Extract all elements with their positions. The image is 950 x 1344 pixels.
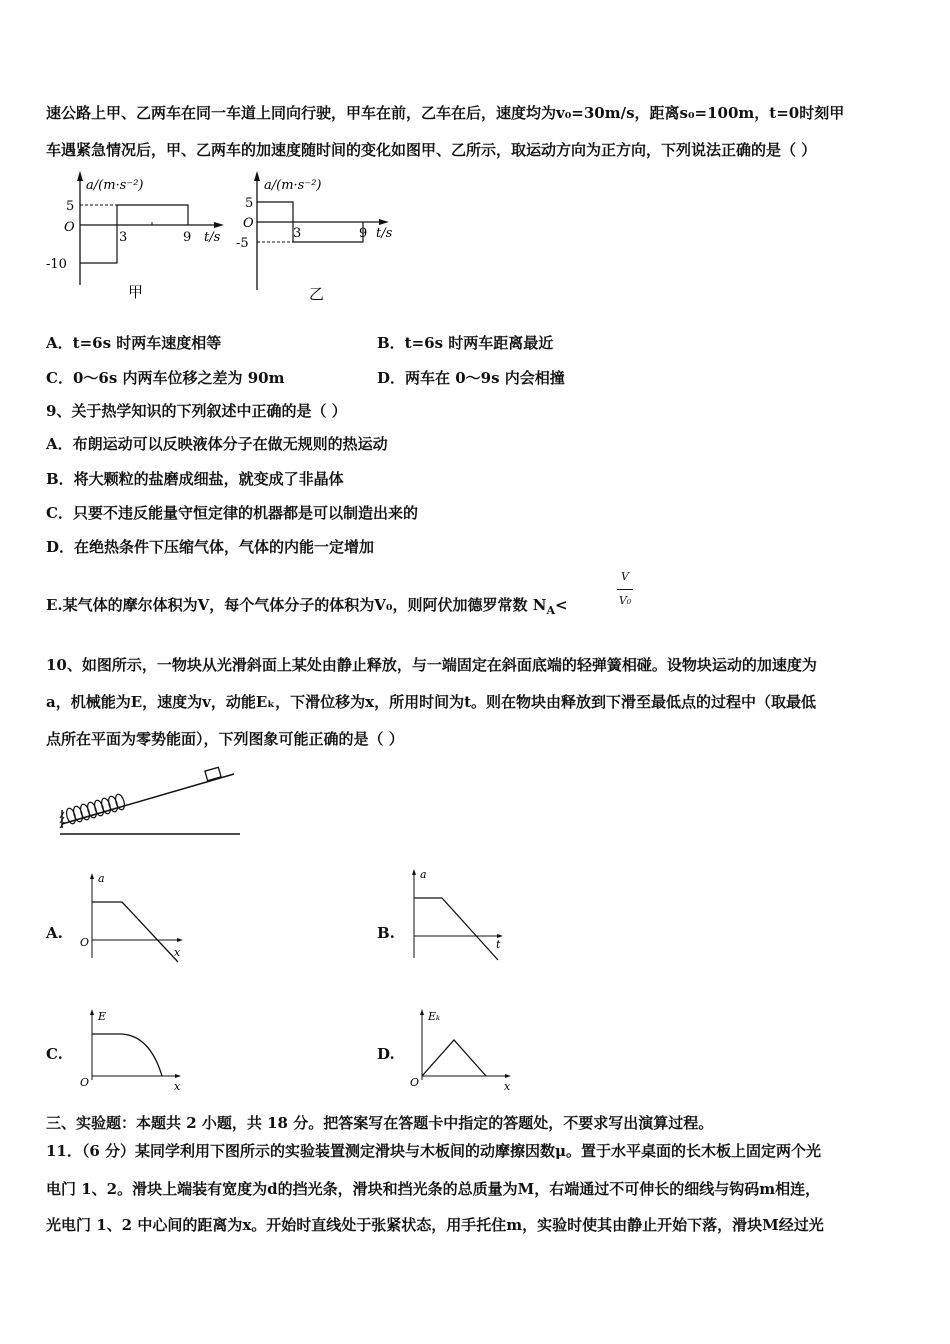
section-3-heading: 三、实验题：本题共 2 小题，共 18 分。把答案写在答题卡中指定的答题处，不要求写出演算过程。	[46, 1114, 714, 1132]
q10-option-d: D.	[377, 1045, 395, 1063]
q8-line-2: 车遇紧急情况后，甲、乙两车的加速度随时间的变化如图甲、乙所示，取运动方向为正方向，下列说法正确的是（ ）	[46, 141, 817, 159]
graph-d-xlabel: x	[504, 1080, 511, 1093]
yi-xlabel: t/s	[376, 226, 393, 241]
q9-frac-bar	[617, 589, 633, 590]
graph-b-ylabel: a	[420, 868, 427, 881]
q9-frac-numerator: V	[621, 570, 629, 583]
jia-origin: O	[64, 220, 75, 235]
q9-option-b: B．将大颗粒的盐磨成细盐，就变成了非晶体	[46, 470, 344, 488]
graph-b-xlabel: t	[496, 938, 501, 951]
yi-yneg: -5	[236, 236, 249, 251]
q9-stem: 9、关于热学知识的下列叙述中正确的是（ ）	[46, 402, 347, 420]
q9-option-c: C．只要不违反能量守恒定律的机器都是可以制造出来的	[46, 504, 418, 522]
q10-line-3: 点所在平面为零势能面），下列图象可能正确的是（ ）	[46, 730, 404, 748]
q9-option-a: A．布朗运动可以反映液体分子在做无规则的热运动	[46, 435, 388, 453]
figure-jia	[40, 175, 221, 305]
q9-option-d: D．在绝热条件下压缩气体，气体的内能一定增加	[46, 538, 375, 556]
graph-a-xlabel: x	[174, 946, 181, 959]
q8-option-d: D．两车在 0～9s 内会相撞	[377, 369, 565, 387]
graph-d-origin: O	[410, 1076, 420, 1089]
q10-option-a: A.	[46, 924, 63, 942]
q10-line-2: a，机械能为E，速度为v，动能Eₖ，下滑位移为x，所用时间为t。则在物块由释放到下滑至最低点的过程中（取最低	[46, 693, 817, 711]
jia-ylabel: a/(m·s⁻²)	[86, 178, 144, 193]
q8-option-c: C．0～6s 内两车位移之差为 90m	[46, 369, 285, 387]
q11-line-2: 电门 1、2。滑块上端装有宽度为d的挡光条，滑块和挡光条的总质量为M，右端通过不可伸长的细线与钩码m相连，	[46, 1180, 821, 1198]
q9-option-e-text: E.某气体的摩尔体积为V，每个气体分子的体积为V₀，则阿伏加德罗常数 N	[46, 596, 547, 614]
q8-option-b: B．t=6s 时两车距离最近	[377, 334, 554, 352]
q8-line-1: 速公路上甲、乙两车在同一车道上同向行驶，甲车在前，乙车在后，速度均为v₀=30m/s，距离s₀=100m，t=0时刻甲	[46, 104, 845, 122]
jia-yneg: -10	[46, 257, 67, 272]
q10-line-1: 10、如图所示，一物块从光滑斜面上某处由静止释放，与一端固定在斜面底端的轻弹簧相碰。设物块运动的加速度为	[46, 656, 817, 674]
q8-option-a: A．t=6s 时两车速度相等	[46, 334, 222, 352]
graph-c-xlabel: x	[174, 1080, 181, 1093]
jia-caption: 甲	[128, 283, 144, 301]
graph-a-origin: O	[80, 936, 90, 949]
graph-c-origin: O	[80, 1076, 90, 1089]
incline-spring-figure	[56, 762, 256, 852]
yi-ylabel: a/(m·s⁻²)	[264, 178, 322, 193]
q9-frac-denominator: V₀	[618, 594, 632, 607]
yi-origin: O	[243, 216, 254, 231]
graph-d-ylabel: Eₖ	[428, 1010, 441, 1023]
yi-x2: 9	[359, 226, 368, 241]
graph-d	[408, 1008, 518, 1093]
yi-caption: 乙	[309, 285, 325, 303]
q11-line-1: 11．（6 分）某同学利用下图所示的实验装置测定滑块与木板间的动摩擦因数μ。置于水平桌面的长木板上固定两个光	[46, 1142, 822, 1160]
q9-option-e	[46, 595, 568, 617]
graph-a-ylabel: a	[98, 872, 105, 885]
jia-xlabel: t/s	[204, 230, 221, 245]
yi-x1: 3	[293, 226, 302, 241]
jia-x1: 3	[119, 230, 128, 245]
graph-c-ylabel: E	[98, 1010, 107, 1023]
q10-option-b: B.	[377, 924, 395, 942]
q9-option-e-sub: A	[546, 604, 555, 617]
yi-ypos: 5	[245, 196, 254, 211]
graph-b	[400, 868, 510, 963]
graph-a	[78, 872, 188, 962]
jia-ypos: 5	[66, 199, 75, 214]
q10-option-c: C.	[46, 1045, 63, 1063]
jia-x2: 9	[183, 230, 192, 245]
q9-option-e-lt: <	[555, 596, 568, 614]
graph-c	[78, 1008, 188, 1093]
figure-yi	[230, 175, 400, 305]
q11-line-3: 光电门 1、2 中心间的距离为x。开始时直线处于张紧状态，用手托住m，实验时使其由静止开始下落，滑块M经过光	[46, 1216, 824, 1234]
